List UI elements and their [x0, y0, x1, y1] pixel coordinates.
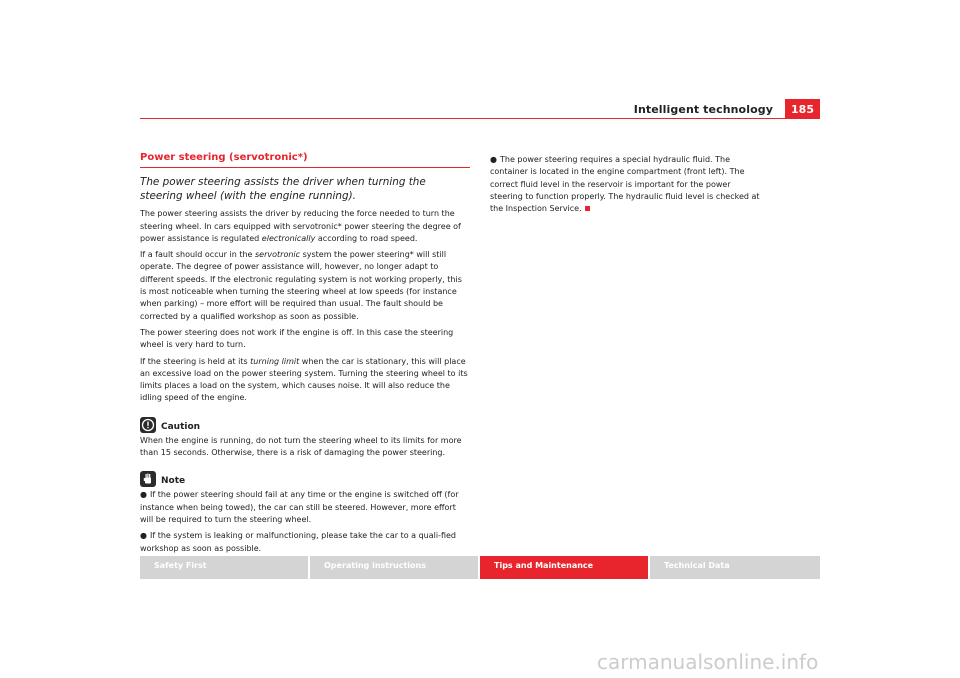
paragraph-1: The power steering assists the driver by reducing the force needed to turn the steering wheel. In cars equipped with servotronic* power steering the degree of power assistance is regulated electronically according to road speed.: [140, 209, 461, 243]
caution-text: When the engine is running, do not turn the steering wheel to its limits for more than 15 seconds. Otherwise, there is a risk of damaging the power steering.: [140, 435, 462, 458]
bullet-icon: ●: [140, 490, 147, 500]
paragraph-3: The power steering does not work if the engine is off. In this case the steering wheel is very hard to turn.: [140, 327, 454, 350]
left-column: [140, 152, 470, 559]
header-title: Intelligent technology: [633, 103, 773, 116]
paragraph-2: If a fault should occur in the servotronic system the power steering* will still operate. The degree of power assistance will, however, no longer adapt to different speeds. If the electronic regulating system is not working properly, this is most noticeable when turning the steering wheel at low speeds (for instance when parking) – more effort will be required than usual. The fault should be corrected by a qualified workshop as soon as possible.: [140, 250, 462, 321]
caution-heading: [140, 417, 470, 433]
right-column: [490, 154, 765, 219]
paragraph-4: If the steering is held at its turning limit when the car is stationary, this will place an excessive load on the power steering system. Turning the steering wheel to its limits places a load on the system, which causes noise. It will also reduce the idling speed of the engine.: [140, 356, 468, 403]
note-item-2: ● If the system is leaking or malfunctioning, please take the car to a quali-fied workshop as soon as possible.: [140, 531, 457, 553]
bullet-icon: ●: [490, 155, 497, 164]
page-number: 185: [785, 99, 820, 119]
section-title: Power steering (servotronic*): [140, 152, 470, 168]
watermark: carmanualsonline.info: [597, 650, 819, 674]
note-heading: [140, 471, 470, 487]
note-item-1: ● If the power steering should fail at any time or the engine is switched off (for instance when being towed), the car can still be steered. However, more effort will be required to turn the steering wheel.: [140, 490, 459, 524]
tab-technical-data[interactable]: Technical Data: [650, 556, 820, 579]
note-label: Note: [161, 476, 186, 487]
tab-tips-and-maintenance[interactable]: Tips and Maintenance: [480, 556, 648, 579]
caution-icon: [140, 417, 156, 433]
header-rule: [140, 118, 820, 119]
tab-operating-instructions[interactable]: Operating instructions: [310, 556, 478, 579]
section-subtitle: The power steering assists the driver when turning the steering wheel (with the engine running).: [140, 176, 426, 203]
caution-label: Caution: [161, 421, 201, 432]
hydraulic-fluid-item: ● The power steering requires a special hydraulic fluid. The container is located in the engine compartment (front left). The correct fluid level in the reservoir is important for the power steering to function properly. The hydraulic fluid level is checked at the Inspection Service.: [490, 155, 760, 214]
note-icon: [140, 471, 156, 487]
tab-safety-first[interactable]: Safety First: [140, 556, 308, 579]
section-end-marker: [585, 206, 590, 211]
bullet-icon: ●: [140, 531, 147, 541]
